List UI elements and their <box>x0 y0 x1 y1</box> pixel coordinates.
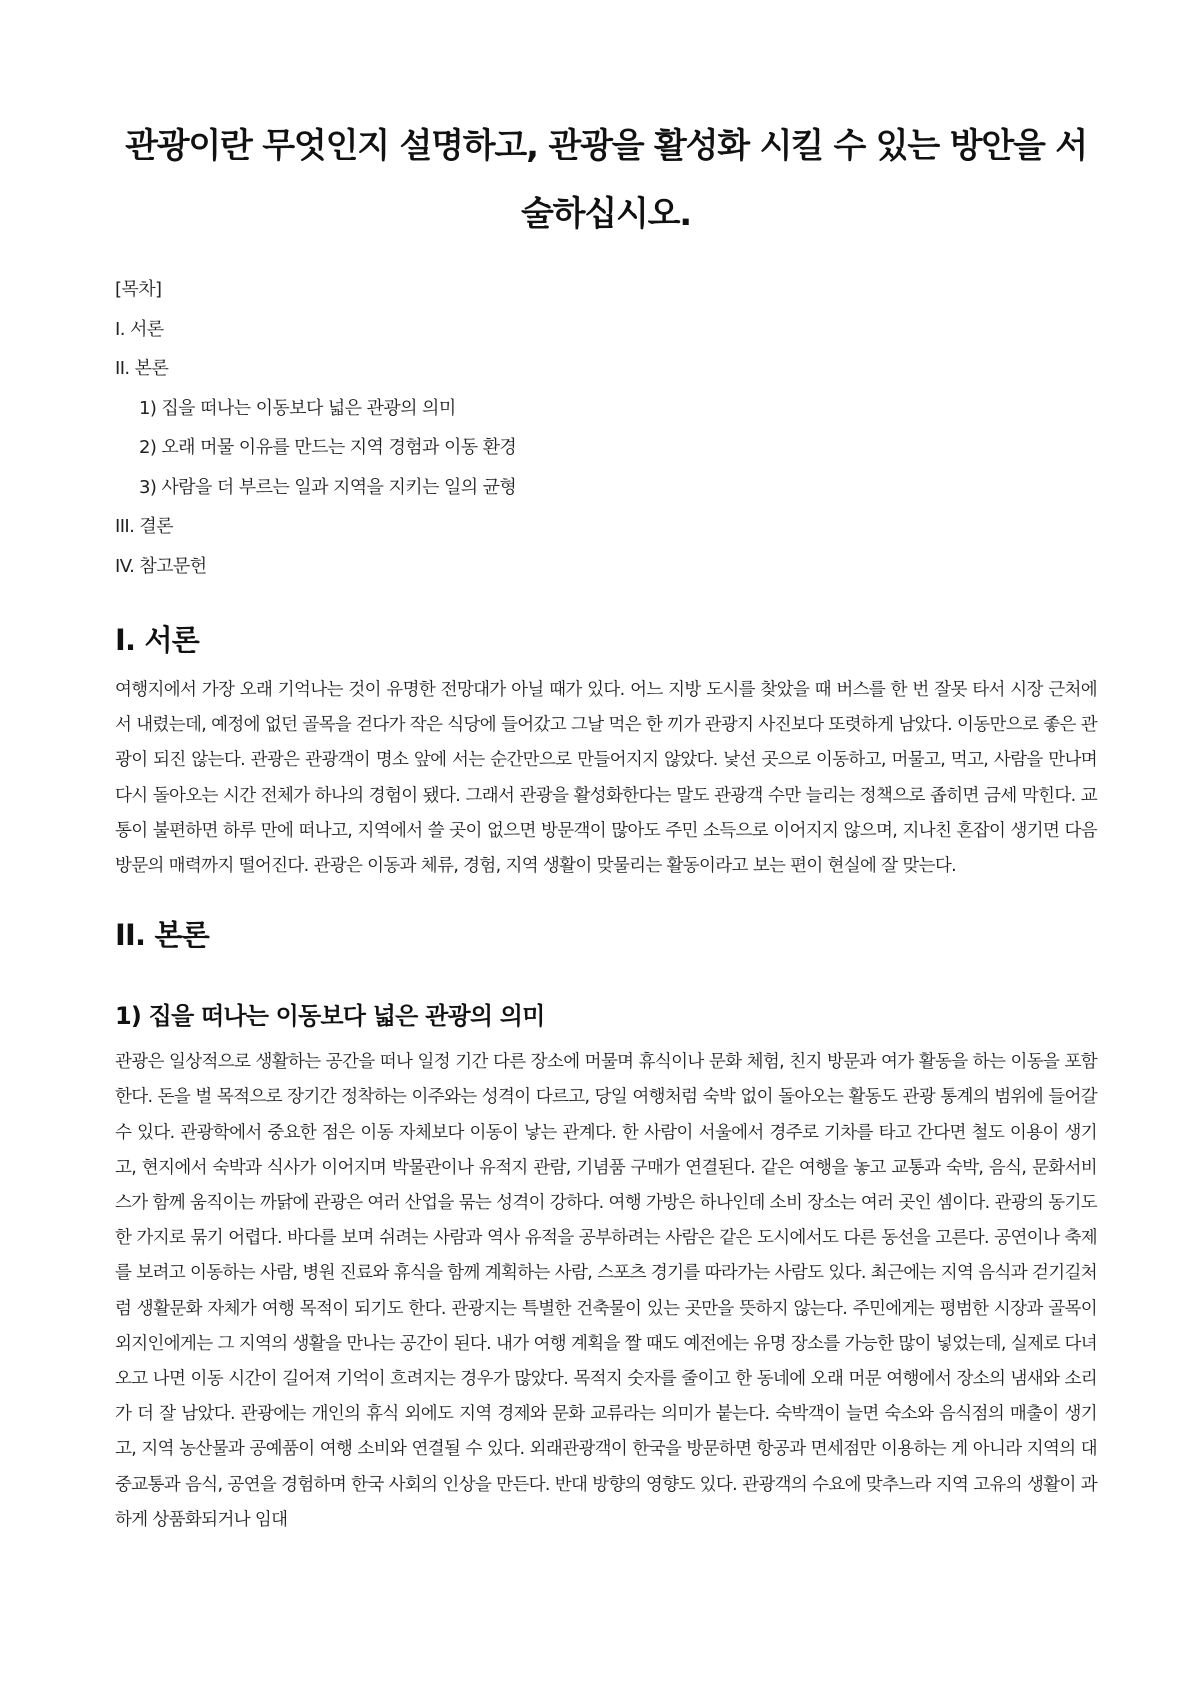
toc-item-conclusion: III. 결론 <box>115 516 173 537</box>
toc-item-body-3: 3) 사람을 더 부르는 일과 지역을 지키는 일의 균형 <box>139 476 517 498</box>
body-section-1-heading: 1) 집을 떠나는 이동보다 넓은 관광의 의미 <box>115 1002 545 1031</box>
toc-item-references: IV. 참고문헌 <box>115 555 207 577</box>
toc-item-body-1: 1) 집을 떠나는 이동보다 넓은 관광의 의미 <box>139 397 456 419</box>
table-of-contents <box>115 270 1097 586</box>
document-title: 관광이란 무엇인지 설명하고, 관광을 활성화 시킬 수 있는 방안을 서술하십시오. <box>125 126 1087 234</box>
body-heading: II. 본론 <box>115 918 209 953</box>
toc-item-intro: I. 서론 <box>115 318 164 340</box>
body-section-1-paragraph: 관광은 일상적으로 생활하는 공간을 떠나 일정 기간 다른 장소에 머물며 휴식이나 문화 체험, 친지 방문과 여가 활동을 하는 이동을 포함한다. 돈을 벌 목적으로 장기간 정착하는 이주와는 성격이 다르고, 당일 여행처럼 숙박 없이 돌아오는 활동도 관광 통계의 범위에 들어갈 수 있다. 관광학에서 중요한 점은 이동 자체보다 이동이 낳는 관계다. 한 사람이 서울에서 경주로 기차를 타고 간다면 철도 이용이 생기고, 현지에서 숙박과 식사가 이어지며 박물관이나 유적지 관람, 기념품 구매가 연결된다. 같은 여행을 놓고 교통과 숙박, 음식, 문화서비스가 함께 움직이는 까닭에 관광은 여러 산업을 묶는 성격이 강하다. 여행 가방은 하나인데 소비 장소는 여러 곳인 셈이다. 관광의 동기도 한 가지로 묶기 어렵다. 바다를 보며 쉬려는 사람과 역사 유적을 공부하려는 사람은 같은 도시에서도 다른 동선을 고른다. 공연이나 축제를 보려고 이동하는 사람, 병원 진료와 휴식을 함께 계획하는 사람, 스포츠 경기를 따라가는 사람도 있다. 최근에는 지역 음식과 걷기길처럼 생활문화 자체가 여행 목적이 되기도 한다. 관광지는 특별한 건축물이 있는 곳만을 뜻하지 않는다. 주민에게는 평범한 시장과 골목이 외지인에게는 그 지역의 생활을 만나는 공간이 된다. 내가 여행 계획을 짤 때도 예전에는 유명 장소를 가능한 많이 넣었는데, 실제로 다녀오고 나면 이동 시간이 길어져 기억이 흐려지는 경우가 많았다. 목적지 숫자를 줄이고 한 동네에 오래 머문 여행에서 장소의 냄새와 소리가 더 잘 남았다. 관광에는 개인의 휴식 외에도 지역 경제와 문화 교류라는 의미가 붙는다. 숙박객이 늘면 숙소와 음식점의 매출이 생기고, 지역 농산물과 공예품이 여행 소비와 연결될 수 있다. 외래관광객이 한국을 방문하면 항공과 면세점만 이용하는 게 아니라 지역의 대중교통과 음식, 공연을 경험하며 한국 사회의 인상을 만든다. 반대 방향의 영향도 있다. 관광객의 수요에 맞추느라 지역 고유의 생활이 과하게 상품화되거나 임대 <box>115 1052 1097 1530</box>
toc-item-body-2: 2) 오래 머물 이유를 만드는 지역 경험과 이동 환경 <box>139 437 517 458</box>
toc-item-body: II. 본론 <box>115 358 169 379</box>
intro-heading: I. 서론 <box>115 623 199 657</box>
toc-label: [목차] <box>115 279 162 300</box>
intro-paragraph: 여행지에서 가장 오래 기억나는 것이 유명한 전망대가 아닐 때가 있다. 어느 지방 도시를 찾았을 때 버스를 한 번 잘못 타서 시장 근처에서 내렸는데, 예정에 없던 골목을 걷다가 작은 식당에 들어갔고 그날 먹은 한 끼가 관광지 사진보다 또렷하게 남았다. 이동만으로 좋은 관광이 되진 않는다. 관광은 관광객이 명소 앞에 서는 순간만으로 만들어지지 않았다. 낯선 곳으로 이동하고, 머물고, 먹고, 사람을 만나며 다시 돌아오는 시간 전체가 하나의 경험이 됐다. 그래서 관광을 활성화한다는 말도 관광객 수만 늘리는 정책으로 좁히면 금세 막힌다. 교통이 불편하면 하루 만에 떠나고, 지역에서 쓸 곳이 없으면 방문객이 많아도 주민 소득으로 이어지지 않으며, 지나친 혼잡이 생기면 다음 방문의 매력까지 떨어진다. 관광은 이동과 체류, 경험, 지역 생활이 맞물리는 활동이라고 보는 편이 현실에 잘 맞는다. <box>115 680 1097 877</box>
